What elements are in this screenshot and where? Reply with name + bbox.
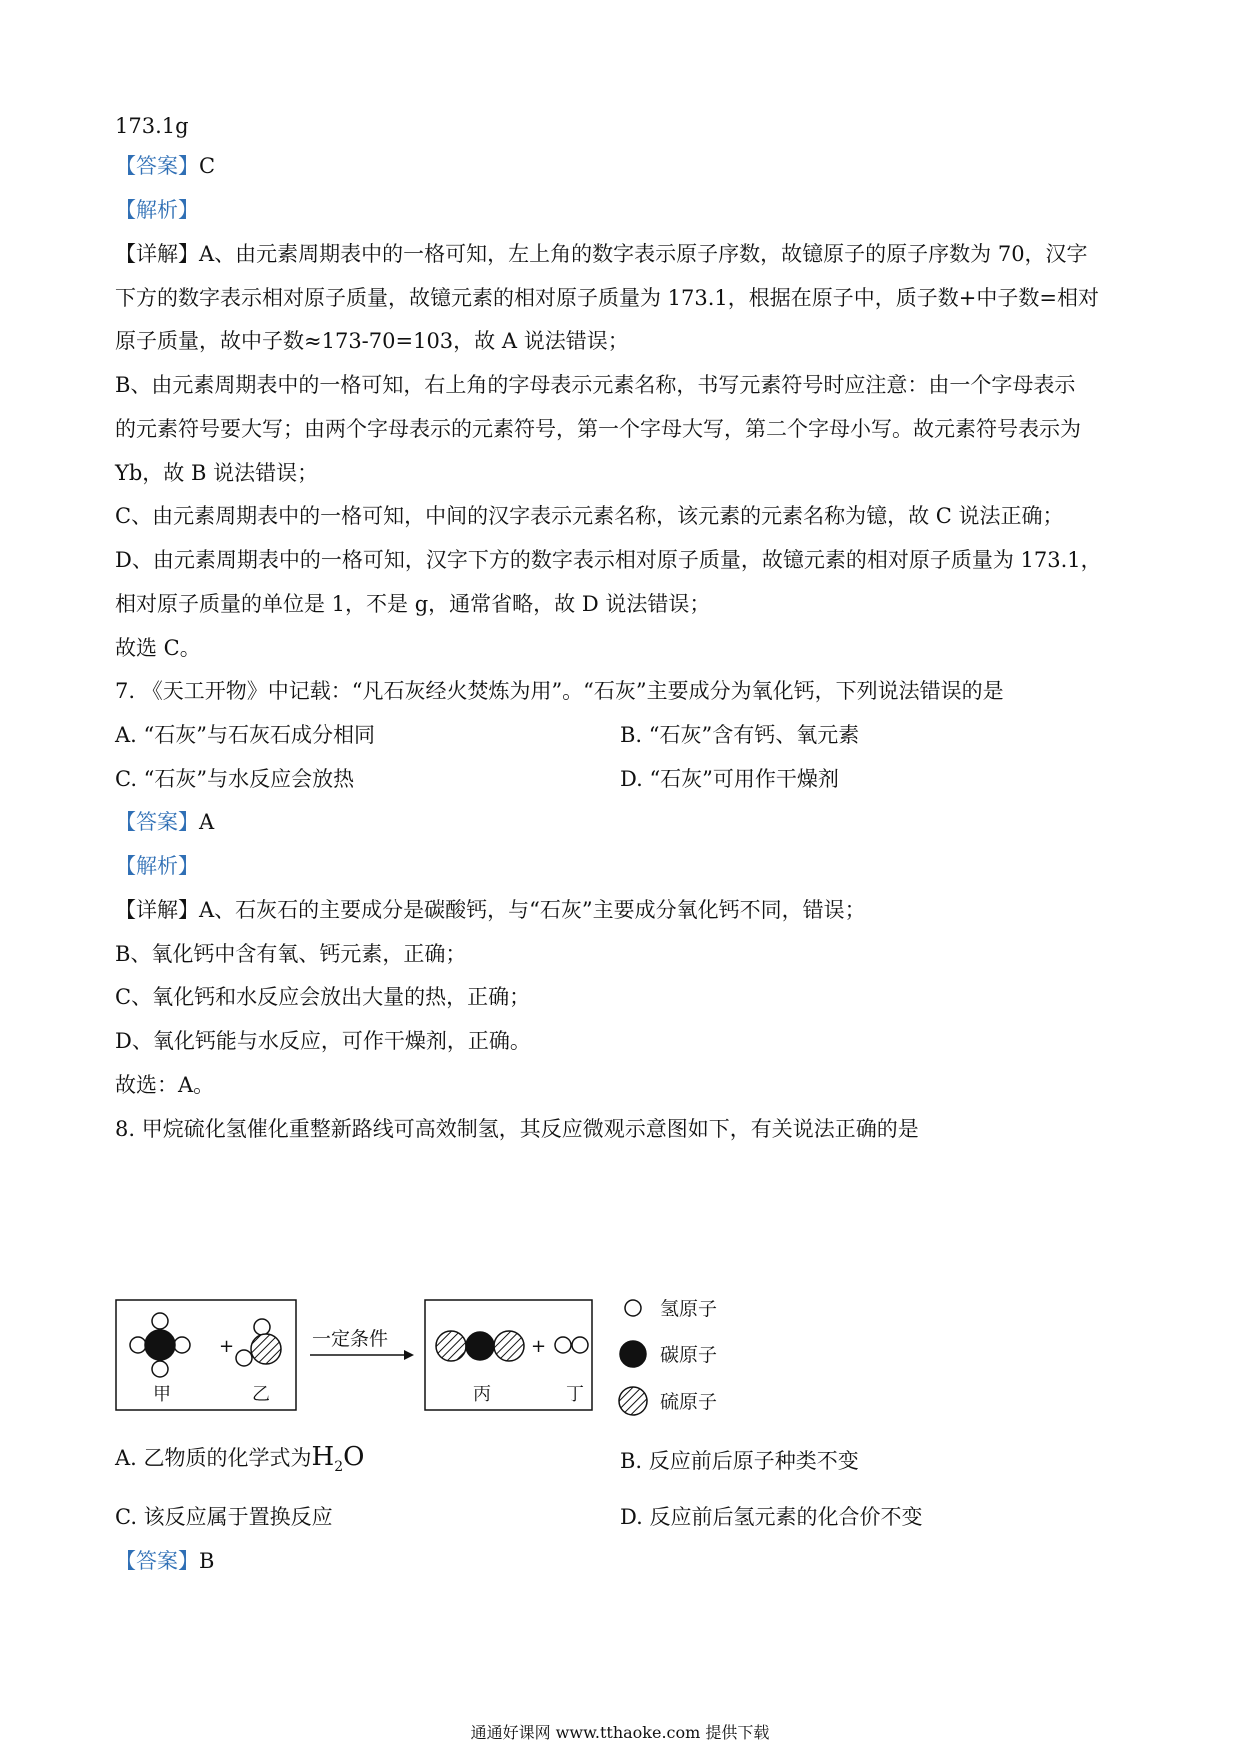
arrow-condition: 一定条件 [312, 1328, 389, 1350]
q6-detail-line: B、由元素周期表中的一格可知，右上角的字母表示元素名称，书写元素符号时应注意：由一个字母表示 [115, 373, 1076, 397]
legend-sulfur-label: 硫原子 [660, 1391, 718, 1413]
q8-option-c: C. 该反应属于置换反应 [115, 1505, 333, 1529]
page-footer: 通通好课网 www.tthaoke.com 提供下载 [470, 1723, 770, 1742]
legend-carbon-label: 碳原子 [660, 1344, 718, 1366]
q8-option-a: A. 乙物质的化学式为$H_2O$ [115, 1442, 365, 1475]
label-ding: 丁 [566, 1384, 584, 1405]
q6-conclusion: 故选 C。 [115, 636, 201, 660]
q6-detail-line: Yb，故 B 说法错误； [115, 461, 319, 485]
legend-hydrogen-label: 氢原子 [660, 1298, 718, 1320]
q7-option-a: A. “石灰”与石灰石成分相同 [115, 723, 375, 747]
answer-value: B [199, 1549, 215, 1573]
plus-sign: + [219, 1336, 235, 1357]
q7-stem: 7. 《天工开物》中记载：“凡石灰经火焚炼为用”。“石灰”主要成分为氧化钙，下列说法错误的是 [115, 679, 1004, 703]
q7-option-b: B. “石灰”含有钙、氧元素 [620, 723, 860, 747]
q6-detail-line: 【详解】A、由元素周期表中的一格可知，左上角的数字表示原子序数，故镱原子的原子序数为 70，汉字 [115, 242, 1088, 266]
label-yi: 乙 [252, 1384, 270, 1405]
q8-stem: 8. 甲烷硫化氢催化重整新路线可高效制氢，其反应微观示意图如下，有关说法正确的是 [115, 1117, 919, 1141]
q7-option-c: C. “石灰”与水反应会放热 [115, 767, 355, 791]
plus-sign: + [531, 1336, 547, 1357]
label-bing: 丙 [473, 1384, 491, 1405]
answer-tag: 【答案】 [115, 1549, 199, 1573]
q6-detail-line: D、由元素周期表中的一格可知，汉字下方的数字表示相对原子质量，故镱元素的相对原子质量为 173.1， [115, 548, 1102, 572]
legend [619, 1298, 717, 1415]
q6-detail-line: 的元素符号要大写；由两个字母表示的元素符号，第一个字母大写，第二个字母小写。故元素符号表示为 [115, 417, 1081, 441]
q7-detail-line: B、氧化钙中含有氧、钙元素，正确； [115, 942, 467, 966]
q6-detail-line: 原子质量，故中子数≈173-70=103，故 A 说法错误； [115, 329, 629, 353]
q8-option-b: B. 反应前后原子种类不变 [620, 1449, 859, 1473]
detail-tag: 【详解】 [115, 898, 199, 922]
q7-analysis-tag: 【解析】 [115, 854, 199, 878]
q7-detail-line: D、氧化钙能与水反应，可作干燥剂，正确。 [115, 1029, 531, 1053]
q8-option-d: D. 反应前后氢元素的化合价不变 [620, 1505, 923, 1529]
legend-hydrogen-icon [625, 1300, 641, 1316]
answer-tag: 【答案】 [115, 154, 199, 178]
q6-detail-line: 下方的数字表示相对原子质量，故镱元素的相对原子质量为 173.1，根据在原子中，质子数+中子数=相对 [115, 286, 1099, 310]
answer-value: A [199, 810, 215, 834]
prev-option-fragment: 173.1g [115, 114, 189, 138]
q7-detail-line: 【详解】A、石灰石的主要成分是碳酸钙，与“石灰”主要成分氧化钙不同，错误； [115, 898, 866, 922]
q8-answer [115, 1547, 214, 1575]
label-jia: 甲 [153, 1384, 171, 1405]
hydrogen-sulfide-molecule [236, 1319, 281, 1366]
hydrogen-molecule [555, 1337, 588, 1353]
q6-analysis-tag: 【解析】 [115, 198, 199, 222]
legend-carbon-icon [620, 1341, 646, 1367]
answer-value: C [199, 154, 216, 178]
q7-conclusion: 故选：A。 [115, 1073, 215, 1097]
q6-detail-line: C、由元素周期表中的一格可知，中间的汉字表示元素名称，该元素的元素名称为镱，故 C 说法正确； [115, 504, 1064, 528]
q7-detail-line: C、氧化钙和水反应会放出大量的热，正确； [115, 985, 531, 1009]
arrow-head-icon [404, 1350, 414, 1360]
detail-tag: 【详解】 [115, 242, 199, 266]
q7-option-d: D. “石灰”可用作干燥剂 [620, 767, 839, 791]
carbon-disulfide-molecule [436, 1331, 524, 1361]
legend-sulfur-icon [619, 1387, 647, 1415]
formula-water: $H_2O$ [311, 1442, 365, 1475]
q6-detail-line: 相对原子质量的单位是 1，不是 g，通常省略，故 D 说法错误； [115, 592, 711, 616]
answer-tag: 【答案】 [115, 810, 199, 834]
methane-molecule [130, 1313, 190, 1377]
